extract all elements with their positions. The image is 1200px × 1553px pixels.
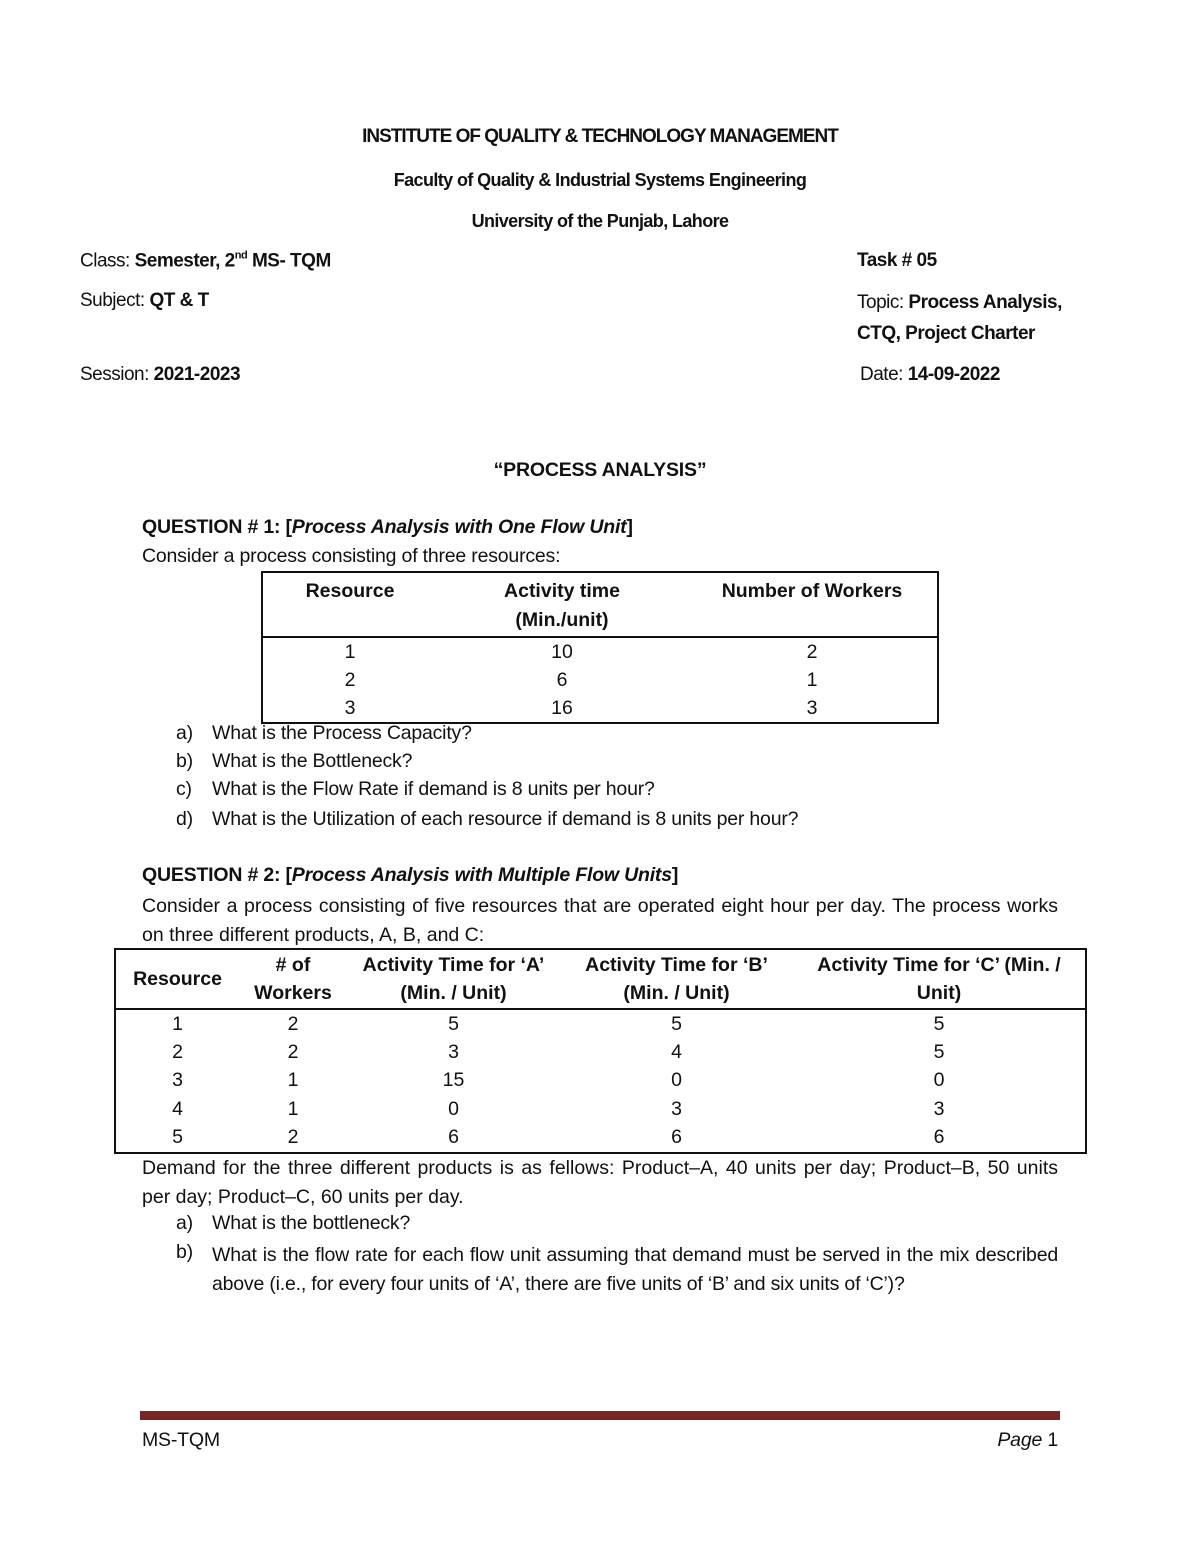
col-activity-a: Activity Time for ‘A’ (Min. / Unit) (362, 954, 545, 1004)
q2-demand-text: Demand for the three different products is as fellows: Product–A, 40 units per day; Product–B, 50 units per day; Product–C, 60 units per day. (142, 1157, 1058, 1208)
table-header-row (262, 572, 938, 637)
table-header-row (115, 949, 1086, 1009)
table-cell: 2 (287, 1041, 299, 1064)
footer-left: MS-TQM (142, 1429, 220, 1451)
table-row (115, 1095, 1086, 1123)
list-item-label: b) (176, 750, 193, 772)
list-item-text: What is the Bottleneck? (212, 750, 413, 772)
table-cell: 4 (172, 1097, 183, 1120)
col-activity-b: Activity Time for ‘B’ (Min. / Unit) (585, 954, 768, 1004)
table-cell: 0 (448, 1097, 459, 1120)
date-value: 14-09-2022 (907, 364, 1000, 385)
class-value-sup: nd (234, 250, 248, 262)
q1-question-list (176, 722, 1076, 842)
table-cell: 3 (344, 696, 356, 719)
table-row (262, 666, 938, 694)
col-number-of-workers: Number of Workers (721, 580, 903, 602)
class-label: Class: (80, 250, 130, 272)
list-item-text: What is the Process Capacity? (212, 722, 472, 744)
list-item-text: What is the Flow Rate if demand is 8 units per hour? (212, 778, 655, 800)
table-cell: 0 (671, 1069, 682, 1092)
table-row (115, 1124, 1086, 1153)
table-cell: 3 (806, 696, 818, 719)
table-cell: 2 (806, 640, 818, 663)
list-item-label: a) (176, 722, 193, 744)
table-cell: 10 (551, 640, 573, 663)
faculty-title: Faculty of Quality & Industrial Systems Engineering (393, 170, 807, 190)
subject-label: Subject: (80, 290, 145, 311)
q2-intro: Consider a process consisting of five resources that are operated eight hour per day. The process works on three different products, A, B, and C: (142, 895, 1058, 946)
q1-resource-table (261, 571, 939, 724)
col-activity-time-line1: Activity time (504, 580, 620, 602)
table-cell: 3 (172, 1069, 183, 1092)
q2-heading-topic: Process Analysis with Multiple Flow Units (291, 864, 672, 886)
task-number: Task # 05 (857, 250, 937, 271)
table-cell: 1 (806, 668, 818, 691)
list-item-text: What is the Utilization of each resource if demand is 8 units per hour? (212, 808, 799, 830)
table-cell: 2 (344, 668, 356, 691)
table-cell: 1 (287, 1097, 299, 1120)
table-cell: 3 (933, 1097, 945, 1120)
col-activity-c: Activity Time for ‘C’ (Min. / Unit) (817, 954, 1061, 1004)
table-cell: 2 (172, 1041, 183, 1064)
table-cell: 5 (933, 1012, 945, 1035)
table-row (262, 694, 938, 723)
topic-value-line1: Process Analysis, (908, 292, 1062, 313)
table-row (262, 637, 938, 666)
university-title: University of the Punjab, Lahore (471, 211, 729, 231)
list-item-text: What is the bottleneck? (212, 1212, 411, 1234)
class-value-post: MS- TQM (251, 250, 331, 272)
col-resource: Resource (305, 580, 395, 602)
q2-question-list (176, 1212, 1058, 1322)
table-cell: 2 (287, 1012, 299, 1035)
table-cell: 1 (344, 640, 356, 663)
date-field (860, 364, 1000, 386)
topic-field (857, 292, 1062, 314)
session-field (80, 364, 240, 386)
table-cell: 5 (448, 1012, 459, 1035)
page-number (997, 1429, 1058, 1452)
q1-heading (142, 516, 633, 539)
table-cell: 5 (172, 1126, 183, 1149)
list-item-label: b) (176, 1241, 193, 1263)
list-item-label: d) (176, 808, 193, 830)
list-item-text: What is the flow rate for each flow unit assuming that demand must be served in the mix described above (i.e., for every four units of ‘A’, there are five units of ‘B’ and six units of ‘C’)? (212, 1244, 1058, 1295)
date-label: Date: (860, 364, 903, 385)
table-cell: 3 (671, 1097, 682, 1120)
page-label: Page (997, 1429, 1043, 1451)
table-row (115, 1009, 1086, 1038)
q1-heading-post: ] (626, 516, 633, 538)
table-cell: 5 (933, 1041, 945, 1064)
session-label: Session: (80, 364, 149, 385)
q1-intro: Consider a process consisting of three resources: (142, 545, 561, 567)
table-cell: 6 (671, 1126, 682, 1149)
list-item-label: a) (176, 1212, 193, 1234)
page-number-value: 1 (1047, 1429, 1058, 1451)
q2-heading (142, 864, 678, 887)
class-value: Semester, 2 (134, 250, 235, 272)
q1-heading-pre: QUESTION # 1: [ (142, 516, 292, 538)
subject-field (80, 290, 209, 312)
table-cell: 3 (448, 1041, 459, 1064)
table-cell: 1 (172, 1012, 183, 1035)
table-cell: 0 (933, 1069, 945, 1092)
subject-value: QT & T (149, 290, 209, 311)
table-cell: 6 (448, 1126, 459, 1149)
table-cell: 6 (556, 668, 568, 691)
col-activity-time-line2: (Min./unit) (515, 609, 609, 631)
q1-heading-topic: Process Analysis with One Flow Unit (291, 516, 627, 538)
institute-title: INSTITUTE OF QUALITY & TECHNOLOGY MANAGEMENT (362, 126, 838, 147)
topic-value-line2: CTQ, Project Charter (857, 323, 1035, 344)
table-cell: 2 (287, 1126, 299, 1149)
list-item-label: c) (176, 778, 192, 800)
q2-heading-post: ] (671, 864, 679, 886)
table-cell: 15 (442, 1069, 465, 1092)
class-field (80, 250, 331, 272)
table-cell: 1 (287, 1069, 299, 1092)
topic-label: Topic: (857, 292, 904, 313)
q2-resource-table (114, 948, 1087, 1154)
table-row (115, 1067, 1086, 1095)
col-activity-time (437, 572, 687, 637)
table-cell: 6 (933, 1126, 945, 1149)
table-cell: 5 (671, 1012, 682, 1035)
table-cell: 16 (551, 696, 573, 719)
session-value: 2021-2023 (153, 364, 241, 385)
q2-heading-pre: QUESTION # 2: [ (142, 864, 292, 886)
col-resource: Resource (133, 968, 222, 990)
col-workers: # of Workers (254, 954, 332, 1004)
table-cell: 4 (671, 1041, 682, 1064)
document-title: “PROCESS ANALYSIS” (493, 459, 707, 481)
footer-divider (140, 1411, 1060, 1420)
table-row (115, 1038, 1086, 1066)
